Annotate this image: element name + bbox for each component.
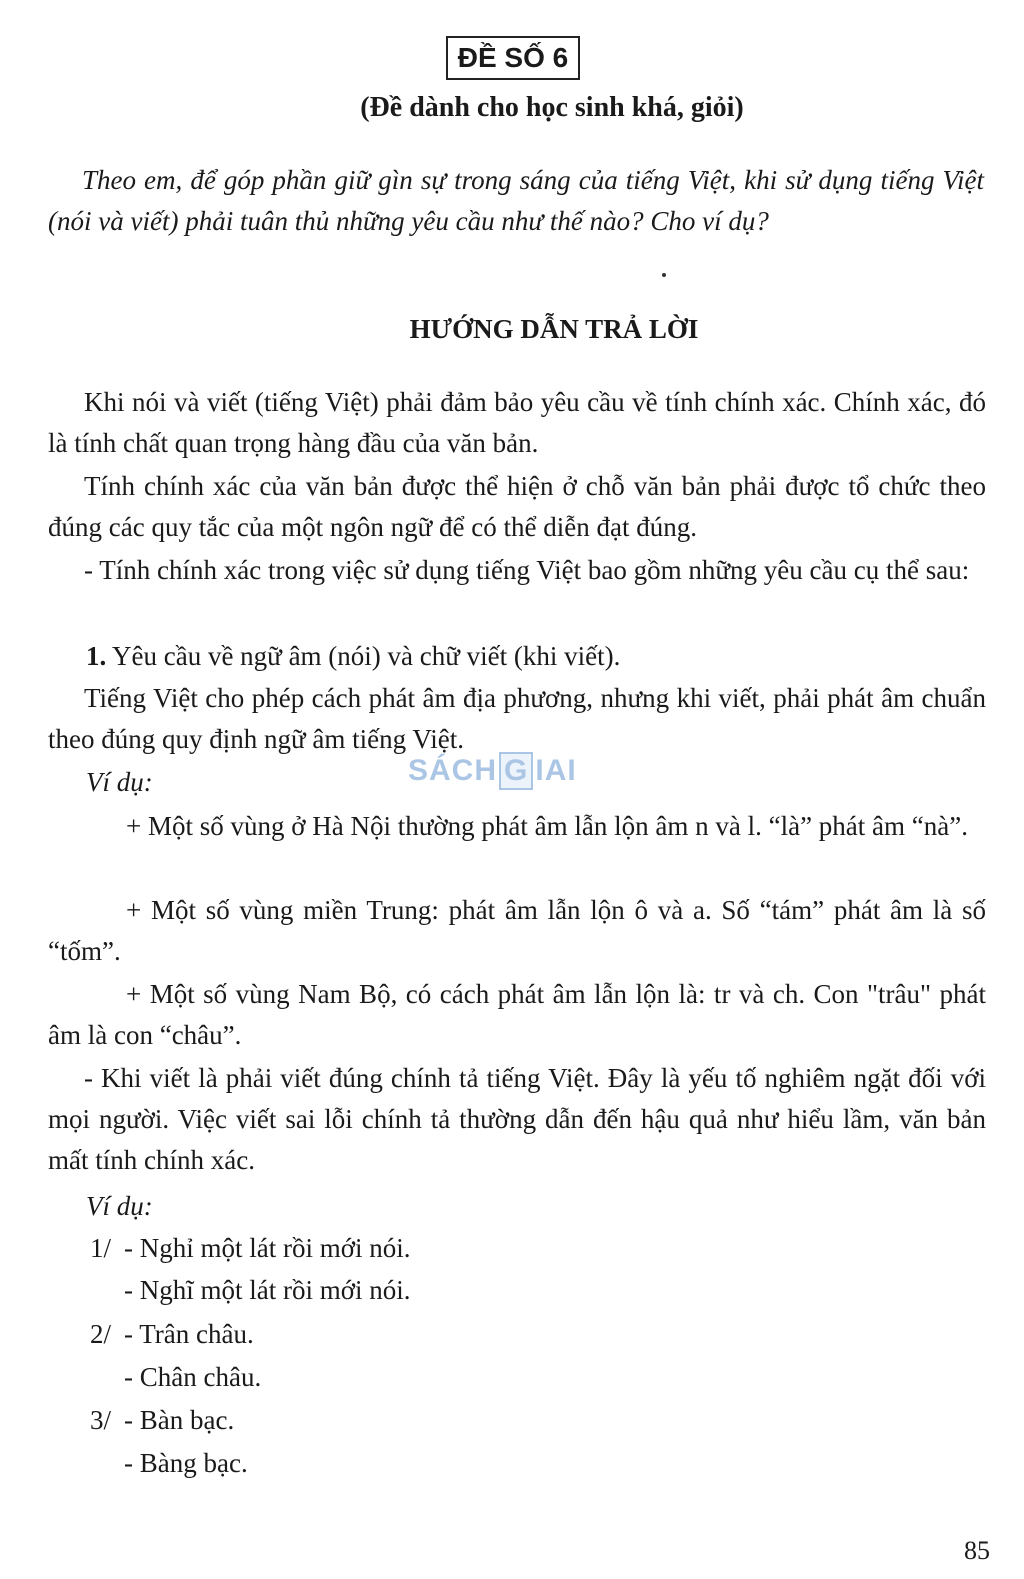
paragraph-5: - Khi viết là phải viết đúng chính tả tiếng Việt. Đây là yếu tố nghiêm ngặt đối với mọi người. Việc viết sai lỗi chính tả thường dẫn đến hậu quả như hiểu lầm, văn bản mất tính chính xác. (48, 1063, 986, 1175)
example-item: - Chân châu. (124, 1362, 262, 1392)
watermark-logo: SÁCH G IAI (408, 752, 577, 790)
page-number: 85 (964, 1536, 990, 1565)
example-number: 2/ (90, 1319, 112, 1349)
example-item: - Nghỉ một lát rồi mới nói. (124, 1233, 411, 1263)
answer-heading: HƯỚNG DẪN TRẢ LỜI (409, 314, 699, 344)
example-item: - Bàn bạc. (124, 1405, 235, 1435)
example-item: - Nghĩ một lát rồi mới nói. (124, 1275, 411, 1305)
exam-subtitle: (Đề dành cho học sinh khá, giỏi) (360, 92, 744, 123)
question-text: Theo em, để góp phần giữ gìn sự trong sáng của tiếng Việt, khi sử dụng tiếng Việt (nói và viết) phải tuân thủ những yêu cầu như thế nào? Cho ví dụ? (48, 165, 984, 236)
paragraph-3: - Tính chính xác trong việc sử dụng tiếng Việt bao gồm những yêu cầu cụ thể sau: (84, 555, 970, 585)
example-number: 1/ (90, 1233, 112, 1263)
speck (662, 273, 666, 277)
paragraph-1: Khi nói và viết (tiếng Việt) phải đảm bảo yêu cầu về tính chính xác. Chính xác, đó là tính chất quan trọng hàng đầu của văn bản. (48, 387, 986, 458)
exam-title: ĐỀ SỐ 6 (446, 36, 580, 80)
example-bullet-3: + Một số vùng Nam Bộ, có cách phát âm lẫn lộn là: tr và ch. Con "trâu" phát âm là con “châu”. (48, 979, 986, 1050)
example-bullet-2: + Một số vùng miền Trung: phát âm lẫn lộn ô và a. Số “tám” phát âm là số “tốm”. (48, 895, 986, 966)
requirement-1 (86, 636, 620, 677)
requirement-text: Yêu cầu về ngữ âm (nói) và chữ viết (khi viết). (112, 641, 621, 671)
requirement-number: 1. (86, 641, 107, 671)
example-item: - Bàng bạc. (124, 1448, 248, 1478)
example-label: Ví dụ: (86, 1191, 153, 1221)
paragraph-4: Tiếng Việt cho phép cách phát âm địa phương, nhưng khi viết, phải phát âm chuẩn theo đúng quy định ngữ âm tiếng Việt. (48, 683, 986, 754)
example-item: - Trân châu. (124, 1319, 254, 1349)
paragraph-2: Tính chính xác của văn bản được thể hiện ở chỗ văn bản phải được tổ chức theo đúng các quy tắc của một ngôn ngữ để có thể diễn đạt đúng. (48, 471, 986, 542)
watermark-box: G (499, 752, 533, 790)
example-bullet-1: + Một số vùng ở Hà Nội thường phát âm lẫn lộn âm n và l. “là” phát âm “nà”. (126, 811, 968, 841)
example-number: 3/ (90, 1405, 112, 1435)
example-label: Ví dụ: (86, 767, 153, 797)
